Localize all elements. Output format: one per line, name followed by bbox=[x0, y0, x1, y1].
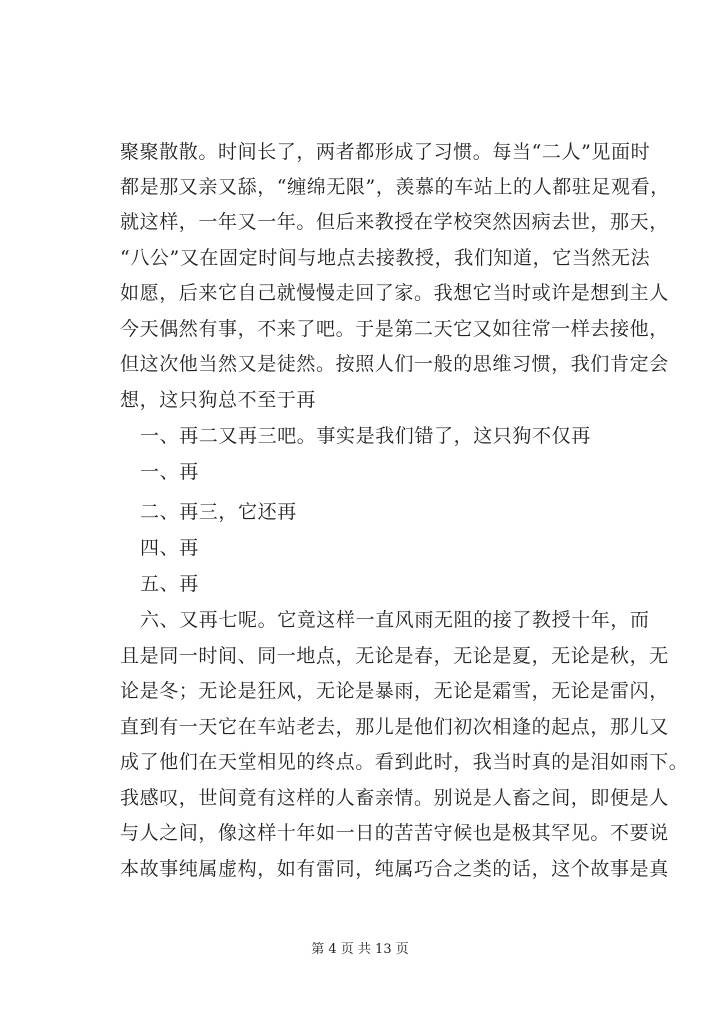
text-line: 一、再 bbox=[140, 461, 199, 483]
text-line: 四、再 bbox=[140, 537, 199, 559]
text-line: 如愿，后来它自己就慢慢走回了家。我想它当时或许是想到主人 bbox=[120, 282, 669, 304]
text-line: 与人之间，像这样十年如一日的苦苦守候也是极其罕见。不要说 bbox=[120, 822, 669, 844]
text-line: 论是冬；无论是狂风，无论是暴雨，无论是霜雪，无论是雷闪， bbox=[120, 680, 669, 702]
text-line: 今天偶然有事，不来了吧。于是第二天它又如往常一样去接他， bbox=[120, 318, 669, 340]
text-line: 就这样，一年又一年。但后来教授在学校突然因病去世，那天， bbox=[120, 211, 669, 233]
text-line: 五、再 bbox=[140, 573, 199, 595]
text-line: 都是那又亲又舔，“缠绵无限”，羡慕的车站上的人都驻足观看， bbox=[120, 176, 670, 198]
text-line: 且是同一时间、同一地点，无论是春，无论是夏，无论是秋，无 bbox=[120, 645, 669, 667]
text-line: 成了他们在天堂相见的终点。看到此时，我当时真的是泪如雨下。 bbox=[120, 751, 689, 773]
text-line: 六、又再七呢。它竟这样一直风雨无阻的接了教授十年，而 bbox=[140, 609, 650, 631]
text-line: 我感叹，世间竟有这样的人畜亲情。别说是人畜之间，即便是人 bbox=[120, 787, 669, 809]
text-line: 本故事纯属虚构，如有雷同，纯属巧合之类的话，这个故事是真 bbox=[120, 858, 669, 880]
text-line: 二、再三，它还再 bbox=[140, 501, 297, 523]
page-number-footer: 第 4 页 共 13 页 bbox=[311, 942, 409, 957]
text-line: “八公”又在固定时间与地点去接教授，我们知道，它当然无法 bbox=[120, 247, 651, 269]
text-line: 直到有一天它在车站老去，那儿是他们初次相逢的起点，那儿又 bbox=[120, 716, 669, 738]
text-line: 想，这只狗总不至于再 bbox=[120, 389, 317, 411]
text-line: 一、再二又再三吧。事实是我们错了，这只狗不仅再 bbox=[140, 425, 591, 447]
text-line: 但这次他当然又是徒然。按照人们一般的思维习惯，我们肯定会 bbox=[120, 353, 669, 375]
text-line: 聚聚散散。时间长了，两者都形成了习惯。每当“二人”见面时 bbox=[120, 141, 651, 163]
